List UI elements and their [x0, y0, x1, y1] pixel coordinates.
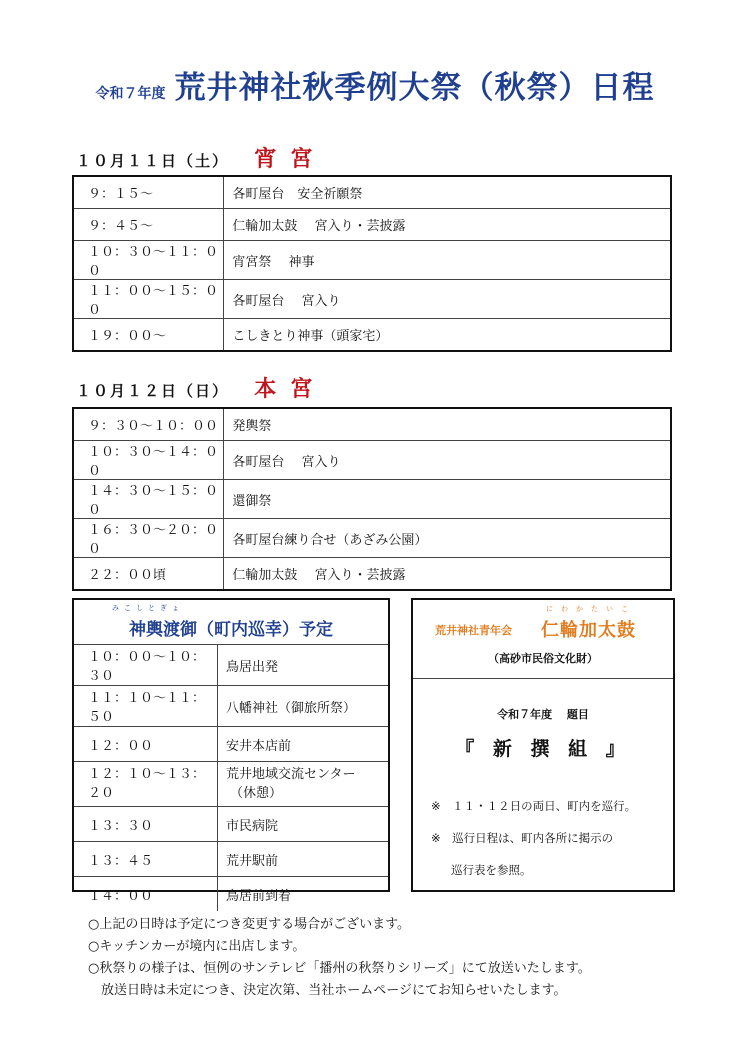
mikoshi-time: １３：４５	[74, 842, 218, 877]
schedule-row	[73, 519, 671, 558]
day1-schedule-table	[72, 175, 672, 352]
title-main: 荒井神社秋季例大祭（秋祭）日程	[174, 70, 655, 106]
schedule-time: １１：００～１５：００	[73, 280, 224, 319]
mikoshi-row	[74, 686, 388, 727]
mikoshi-schedule-box	[72, 598, 390, 904]
mikoshi-place-note: （休憩）	[230, 786, 283, 801]
schedule-event: 各町屋台 安全祈願祭	[224, 176, 671, 209]
mikoshi-place-name: 鳥居前到着	[226, 888, 292, 904]
title-year: 令和７年度	[95, 86, 166, 102]
mikoshi-row	[74, 645, 388, 686]
schedule-row	[73, 241, 671, 280]
mikoshi-place	[218, 807, 389, 842]
nirinka-name: 仁輪加太鼓	[541, 620, 636, 641]
schedule-event: 各町屋台 宮入り	[224, 280, 671, 319]
mikoshi-row	[74, 807, 388, 842]
footer-notes	[88, 914, 591, 1002]
schedule-event: 還御祭	[224, 480, 671, 519]
schedule-row	[73, 441, 671, 480]
note-line: ○秋祭りの様子は、恒例のサンテレビ「播州の秋祭りシリーズ」にて放送いたします。	[88, 961, 591, 976]
mikoshi-place	[218, 877, 389, 912]
schedule-time: ９：３０～１０：００	[73, 408, 224, 441]
mikoshi-place-name: 八幡神社（御旅所祭）	[226, 700, 357, 716]
mikoshi-place	[218, 762, 389, 807]
schedule-event: 各町屋台練り合せ（あざみ公園）	[224, 519, 671, 558]
schedule-time: １４：３０～１５：００	[73, 480, 224, 519]
mikoshi-place-name: 荒井地域交流センター	[226, 767, 356, 782]
schedule-time: １０：３０～１４：００	[73, 441, 224, 480]
schedule-row	[73, 280, 671, 319]
day2-date: １０月１２日（日）	[76, 382, 230, 400]
schedule-event: 仁輪加太鼓 宮入り・芸披露	[224, 558, 671, 591]
schedule-event: 発輿祭	[224, 408, 671, 441]
note-line: 放送日時は未定につき、決定次第、当社ホームページにてお知らせいたします。	[88, 983, 567, 998]
mikoshi-title-cell	[74, 600, 388, 645]
mikoshi-place-name: 安井本店前	[226, 738, 292, 754]
schedule-row	[73, 480, 671, 519]
mikoshi-place-name: 荒井駅前	[226, 853, 279, 869]
mikoshi-time: １２：１０～１３：２０	[74, 762, 218, 807]
day1-kind: 宵宮	[254, 147, 327, 172]
schedule-time: １６：３０～２０：００	[73, 519, 224, 558]
schedule-event: 仁輪加太鼓 宮入り・芸披露	[224, 209, 671, 241]
schedule-time: ９：１５～	[73, 176, 224, 209]
nirinka-cultural-property: （高砂市民俗文化財）	[488, 652, 598, 665]
nirinka-year-theme-label: 令和７年度 題目	[497, 708, 589, 721]
schedule-row	[73, 408, 671, 441]
day1-heading	[76, 142, 326, 173]
nirinka-theme: 『 新 撰 組 』	[455, 738, 631, 760]
nirinka-note-2a: ※ 巡行日程は、町内各所に掲示の	[431, 831, 614, 845]
mikoshi-time: １１：１０～１１：５０	[74, 686, 218, 727]
page-title	[0, 62, 750, 107]
mikoshi-place	[218, 842, 389, 877]
day2-schedule-table	[72, 407, 672, 591]
schedule-event: 各町屋台 宮入り	[224, 441, 671, 480]
nirinka-header	[413, 600, 673, 679]
schedule-time: ２２：００頃	[73, 558, 224, 591]
mikoshi-time: １２：００	[74, 727, 218, 762]
mikoshi-title: 神輿渡御（町内巡幸）予定	[129, 620, 333, 640]
schedule-event: 宵宮祭 神事	[224, 241, 671, 280]
mikoshi-time: １０：００～１０：３０	[74, 645, 218, 686]
schedule-row	[73, 209, 671, 241]
mikoshi-row	[74, 727, 388, 762]
nirinka-ruby: にわかたいこ	[546, 605, 636, 613]
mikoshi-place	[218, 727, 389, 762]
mikoshi-table	[74, 645, 388, 911]
mikoshi-row	[74, 762, 388, 807]
schedule-row	[73, 319, 671, 352]
mikoshi-place-name: 市民病院	[226, 818, 279, 834]
note-line: ○キッチンカーが境内に出店します。	[88, 939, 306, 954]
day2-kind: 本宮	[254, 377, 327, 402]
nirinka-note-1: ※ １１・１２日の両日、町内を巡行。	[431, 799, 637, 813]
day1-date: １０月１１日（土）	[76, 152, 230, 170]
schedule-time: １９：００～	[73, 319, 224, 352]
mikoshi-row	[74, 877, 388, 912]
nirinka-note-2b: 巡行表を参照。	[451, 863, 532, 877]
mikoshi-ruby: みこしとぎょ	[112, 604, 184, 612]
mikoshi-row	[74, 842, 388, 877]
mikoshi-place	[218, 645, 389, 686]
mikoshi-place	[218, 686, 389, 727]
schedule-time: １０：３０～１１：００	[73, 241, 224, 280]
nirinka-box	[411, 598, 675, 892]
note-line: ○上記の日時は予定につき変更する場合がございます。	[88, 917, 411, 932]
nirinka-group: 荒井神社青年会	[435, 624, 512, 637]
schedule-row	[73, 176, 671, 209]
mikoshi-time: １３：３０	[74, 807, 218, 842]
mikoshi-place-name: 鳥居出発	[226, 659, 279, 675]
day2-heading	[76, 372, 326, 403]
schedule-row	[73, 558, 671, 591]
schedule-time: ９：４５～	[73, 209, 224, 241]
mikoshi-time: １４：００	[74, 877, 218, 912]
schedule-event: こしきとり神事（頭家宅）	[224, 319, 671, 352]
